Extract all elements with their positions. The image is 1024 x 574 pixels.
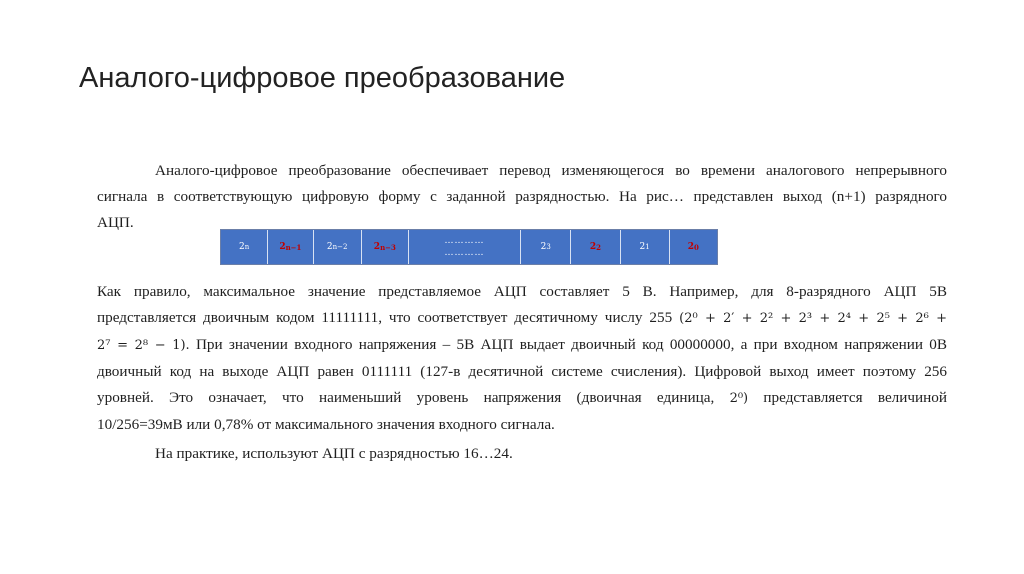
practice-paragraph — [97, 441, 947, 467]
bit-exponent: n−2 — [332, 243, 348, 251]
bit-exponent: 0 — [694, 242, 699, 252]
bit-base: 2 — [639, 242, 646, 252]
bit-ellipsis-row: ………… — [444, 236, 485, 246]
example-line-2-text: представляется двоичным кодом 11111111, что соответствует десятичному числу 255 — [97, 309, 680, 326]
example-line-5-text-a: уровней. Это означает, что наименьший уровень напряжения (двоичная единица, — [97, 389, 730, 406]
bit-exponent: n−3 — [380, 242, 396, 252]
bit-exponent: n — [244, 243, 250, 251]
bit-cell — [221, 230, 268, 264]
example-line-5-formula: 2⁰) — [729, 391, 749, 406]
bit-cell — [571, 230, 620, 264]
example-line-3-text: При значении входного напряжения – 5В АЦП выдает двоичный код 00000000, а при входном напряжении 0В — [189, 336, 947, 353]
adc-bit-diagram — [220, 229, 718, 265]
bit-base: 2 — [540, 242, 547, 252]
bit-cell — [268, 230, 313, 264]
bit-cell-ellipsis — [409, 230, 521, 264]
example-line-6: 10/256=39мВ или 0,78% от максимального значения входного сигнала. — [97, 416, 555, 433]
slide-title: Аналого-цифровое преобразование — [79, 62, 566, 94]
example-line-2 — [97, 305, 947, 332]
example-paragraph — [97, 279, 947, 438]
bit-base: 2 — [589, 242, 597, 252]
practice-line: На практике, используют АЦП с разрядностью 16…24. — [155, 445, 513, 462]
example-line-3 — [97, 332, 947, 359]
example-line-2-formula: (2⁰ + 2′ + 2² + 2³ + 2⁴ + 2⁵ + 2⁶ + — [679, 311, 947, 326]
bit-base: 2 — [326, 242, 333, 252]
intro-line-1: Аналого-цифровое преобразование обеспечивает перевод изменяющегося во времени аналогового непрерывного — [155, 162, 947, 179]
bit-exponent: 2 — [596, 242, 601, 252]
example-line-5-text-b: представляется величиной — [748, 389, 948, 406]
bit-cell — [621, 230, 670, 264]
intro-paragraph — [97, 158, 947, 236]
bit-cell — [670, 230, 717, 264]
bit-cell — [362, 230, 409, 264]
intro-line-2: сигнала в соответствующую цифровую форму с заданной разрядностью. На рис… представлен выход (n+1) разрядного — [97, 188, 947, 205]
bit-exponent: 3 — [546, 243, 551, 251]
example-line-4: двоичный код на выходе АЦП равен 0111111 (127-в десятичной системе счисления). Цифровой выход имеет поэтому 256 — [97, 363, 947, 380]
bit-cell — [521, 230, 571, 264]
bit-exponent: 1 — [645, 243, 650, 251]
bit-base: 2 — [687, 242, 695, 252]
example-line-1: Как правило, максимальное значение представляемое АЦП составляет 5 В. Например, для 8-разрядного АЦП 5В — [97, 283, 947, 300]
bit-base: 2 — [238, 242, 245, 252]
bit-exponent: n−1 — [285, 242, 302, 252]
bit-ellipsis-row: ………… — [444, 248, 485, 258]
bit-base: 2 — [373, 242, 381, 252]
example-line-3-formula: 2⁷ = 2⁸ − 1). — [97, 338, 190, 353]
bit-base: 2 — [279, 242, 286, 252]
example-line-5 — [97, 385, 947, 412]
bit-cell — [314, 230, 362, 264]
intro-line-3: АЦП. — [97, 214, 134, 231]
